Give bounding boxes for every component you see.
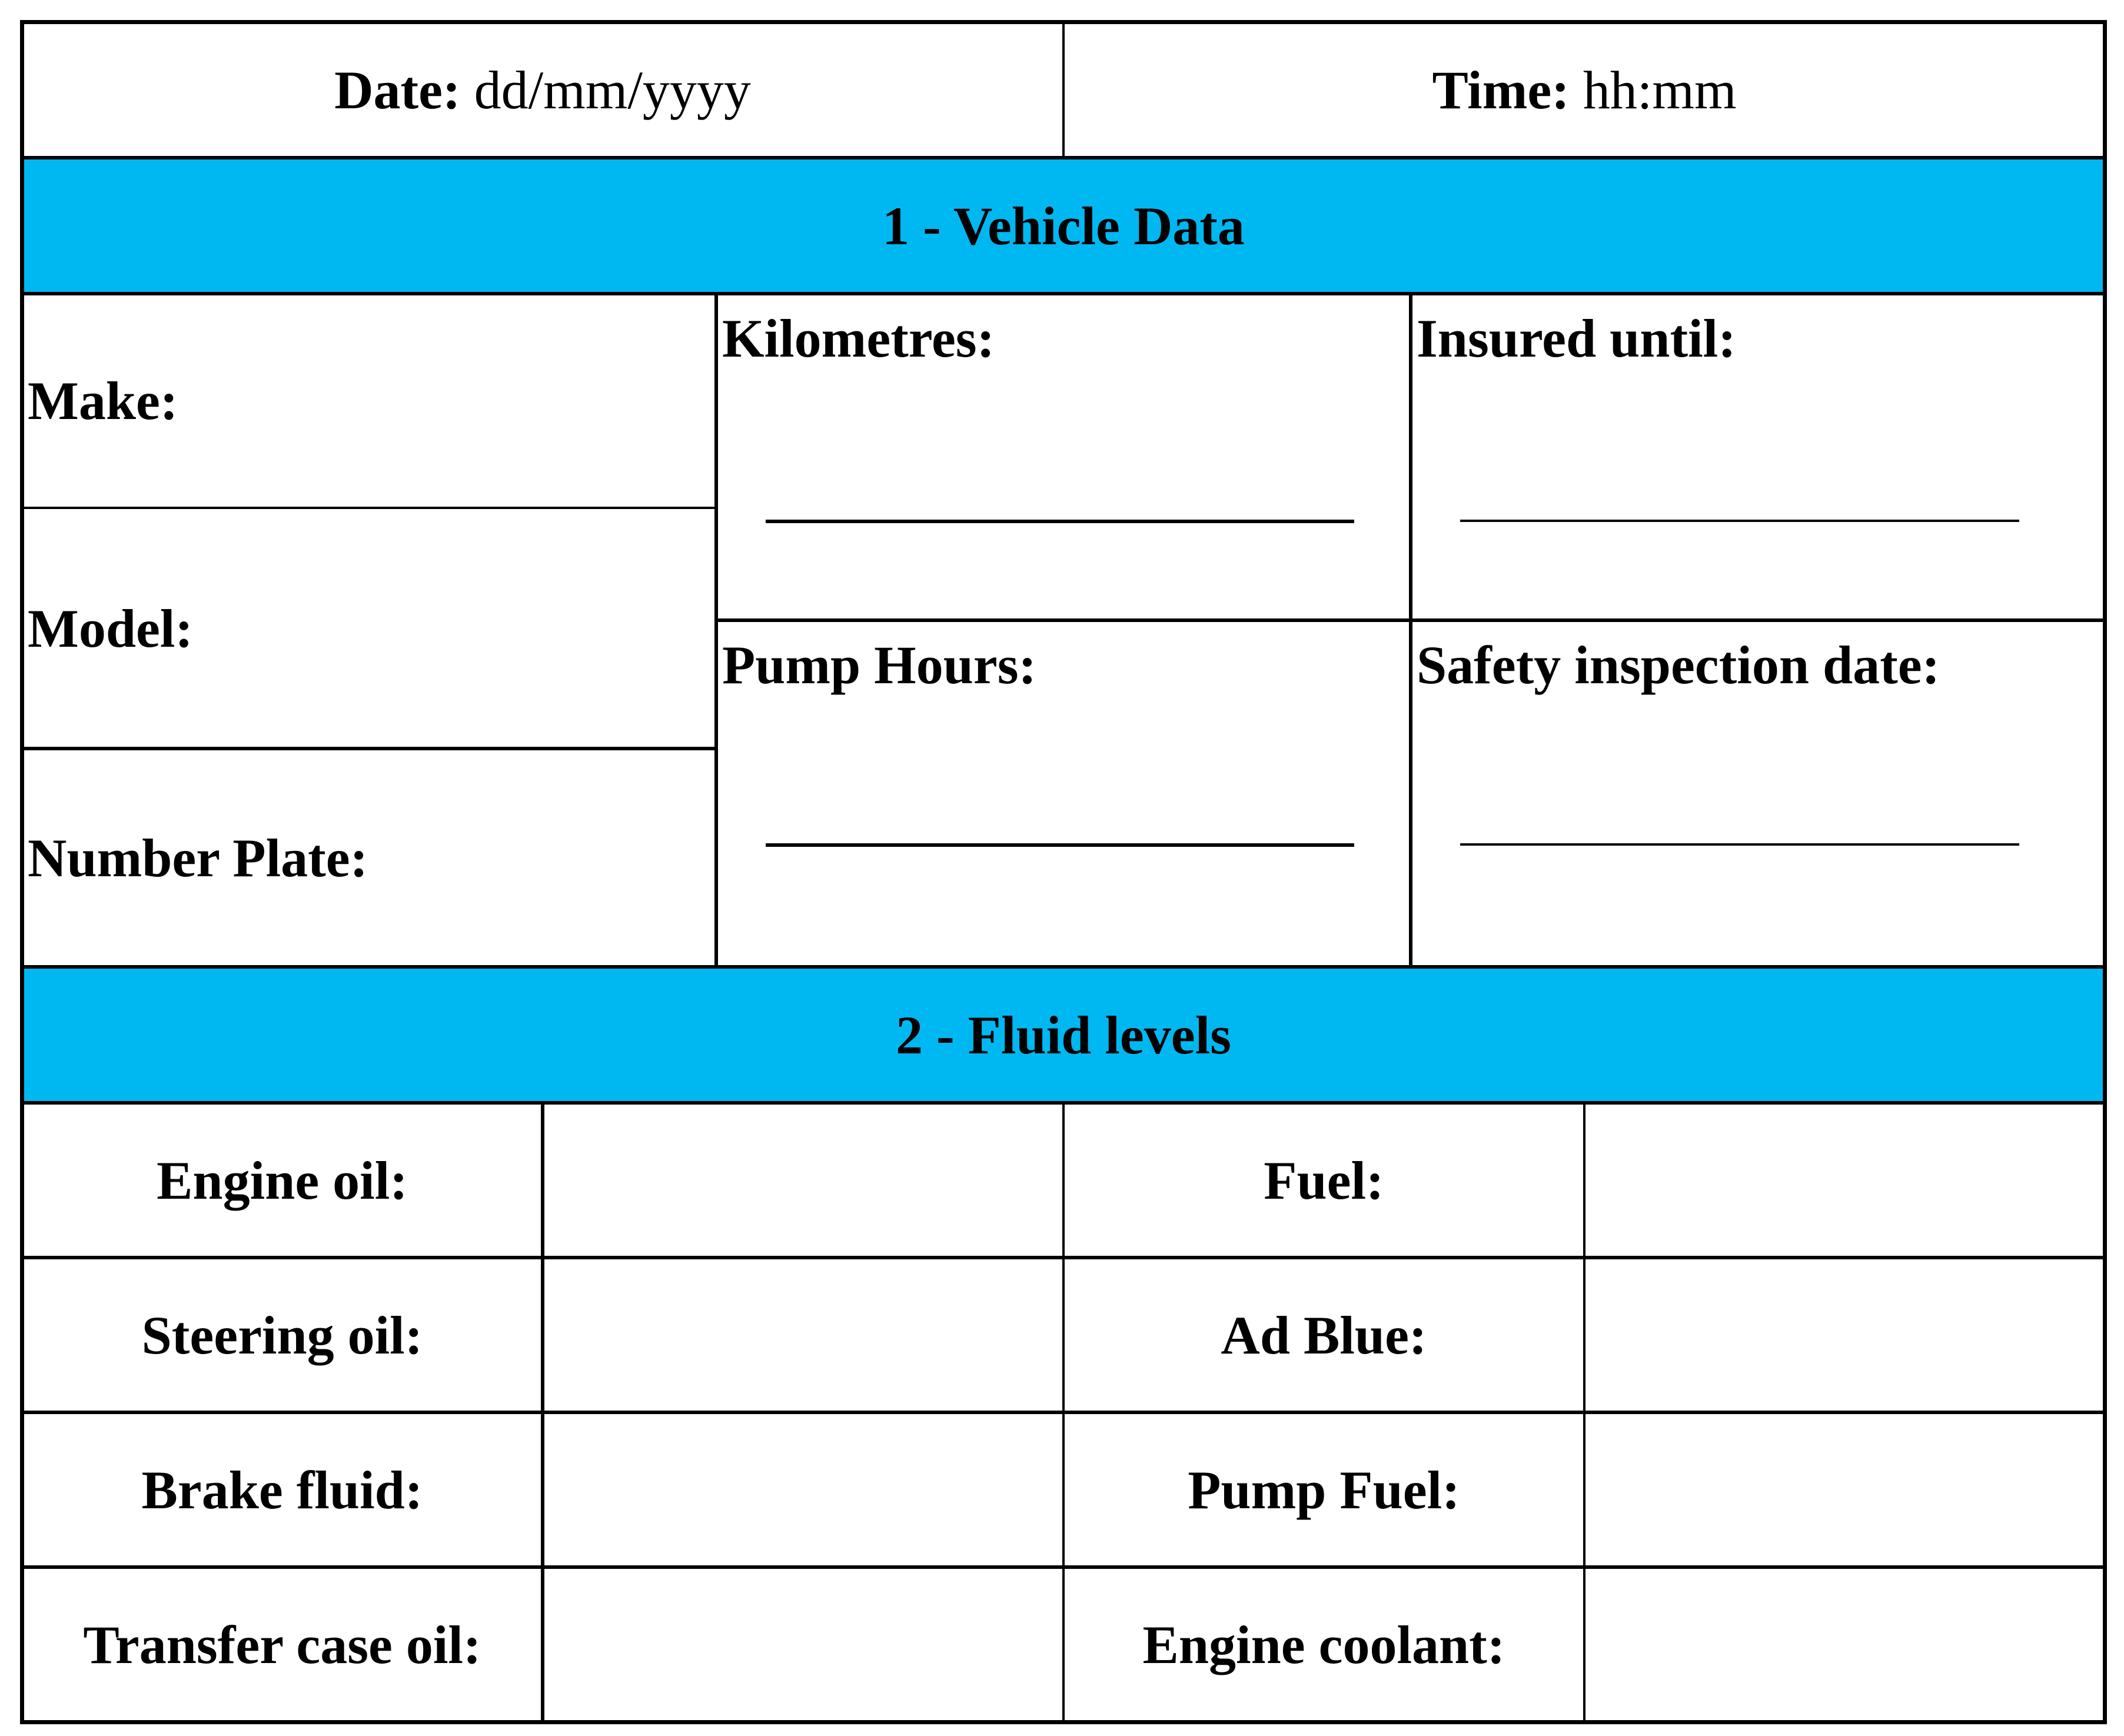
divider-line — [1062, 22, 1065, 158]
insured-until-entry-line[interactable] — [1460, 520, 2019, 522]
divider-line — [714, 294, 718, 967]
fuel-label: Fuel: — [1264, 1150, 1384, 1210]
date-value: dd/mm/yyyy — [474, 59, 751, 120]
date-cell — [22, 22, 1063, 158]
fluid-label-cell — [1063, 1103, 1584, 1258]
section2-title: 2 - Fluid levels — [896, 1005, 1231, 1065]
engine-oil-input[interactable] — [543, 1103, 1063, 1258]
transfer-case-oil-input[interactable] — [543, 1567, 1063, 1722]
engine-oil-label: Engine oil: — [157, 1150, 408, 1210]
kilometres-label: Kilometres: — [722, 308, 995, 368]
engine-coolant-input[interactable] — [1584, 1567, 2105, 1722]
time-value: hh:mm — [1583, 59, 1737, 120]
model-label: Model: — [28, 598, 194, 659]
fuel-input[interactable] — [1584, 1103, 2105, 1258]
pump-fuel-input[interactable] — [1584, 1412, 2105, 1567]
pump-hours-cell — [716, 620, 1411, 967]
safety-inspection-entry-line[interactable] — [1460, 843, 2019, 846]
border-left — [20, 20, 24, 1724]
section1-title: 1 - Vehicle Data — [882, 195, 1245, 256]
safety-inspection-label: Safety inspection date: — [1417, 635, 1940, 695]
time-cell — [1063, 22, 2105, 158]
steering-oil-label: Steering oil: — [141, 1305, 423, 1365]
number-plate-cell[interactable] — [22, 749, 716, 967]
fluid-label-cell — [1063, 1567, 1584, 1722]
fluid-label-cell — [22, 1567, 543, 1722]
safety-inspection-cell — [1411, 620, 2105, 967]
time-field[interactable] — [1432, 59, 1737, 120]
kilometres-entry-line[interactable] — [766, 520, 1354, 523]
divider-line — [22, 965, 2105, 969]
divider-line — [541, 1103, 544, 1722]
pump-hours-entry-line[interactable] — [766, 843, 1354, 847]
pump-hours-label: Pump Hours: — [722, 635, 1037, 695]
insured-until-label: Insured until: — [1417, 308, 1736, 368]
time-label: Time: — [1432, 59, 1570, 120]
brake-fluid-label: Brake fluid: — [141, 1459, 423, 1520]
date-label: Date: — [334, 59, 461, 120]
fluid-label-cell — [22, 1412, 543, 1567]
engine-coolant-label: Engine coolant: — [1142, 1615, 1505, 1675]
make-label: Make: — [28, 371, 178, 431]
section2-title-cell — [22, 967, 2105, 1103]
divider-line — [1583, 1103, 1585, 1722]
transfer-case-oil-label: Transfer case oil: — [83, 1615, 481, 1675]
steering-oil-input[interactable] — [543, 1258, 1063, 1412]
ad-blue-input[interactable] — [1584, 1258, 2105, 1412]
divider-line — [22, 292, 2105, 295]
number-plate-label: Number Plate: — [28, 827, 368, 888]
divider-line — [1409, 294, 1412, 967]
insured-until-cell — [1411, 294, 2105, 620]
fluid-label-cell — [22, 1258, 543, 1412]
ad-blue-label: Ad Blue: — [1221, 1305, 1427, 1365]
divider-line — [22, 507, 716, 509]
fluid-label-cell — [22, 1103, 543, 1258]
model-cell[interactable] — [22, 508, 716, 749]
vehicle-check-form — [22, 22, 2105, 1722]
make-cell[interactable] — [22, 294, 716, 508]
brake-fluid-input[interactable] — [543, 1412, 1063, 1567]
border-right — [2103, 20, 2107, 1724]
pump-fuel-label: Pump Fuel: — [1188, 1459, 1460, 1520]
divider-line — [1062, 1103, 1065, 1722]
date-field[interactable] — [334, 59, 751, 120]
divider-line — [22, 747, 716, 750]
fluid-label-cell — [1063, 1412, 1584, 1567]
section1-title-cell — [22, 158, 2105, 294]
fluid-label-cell — [1063, 1258, 1584, 1412]
kilometres-cell — [716, 294, 1411, 620]
